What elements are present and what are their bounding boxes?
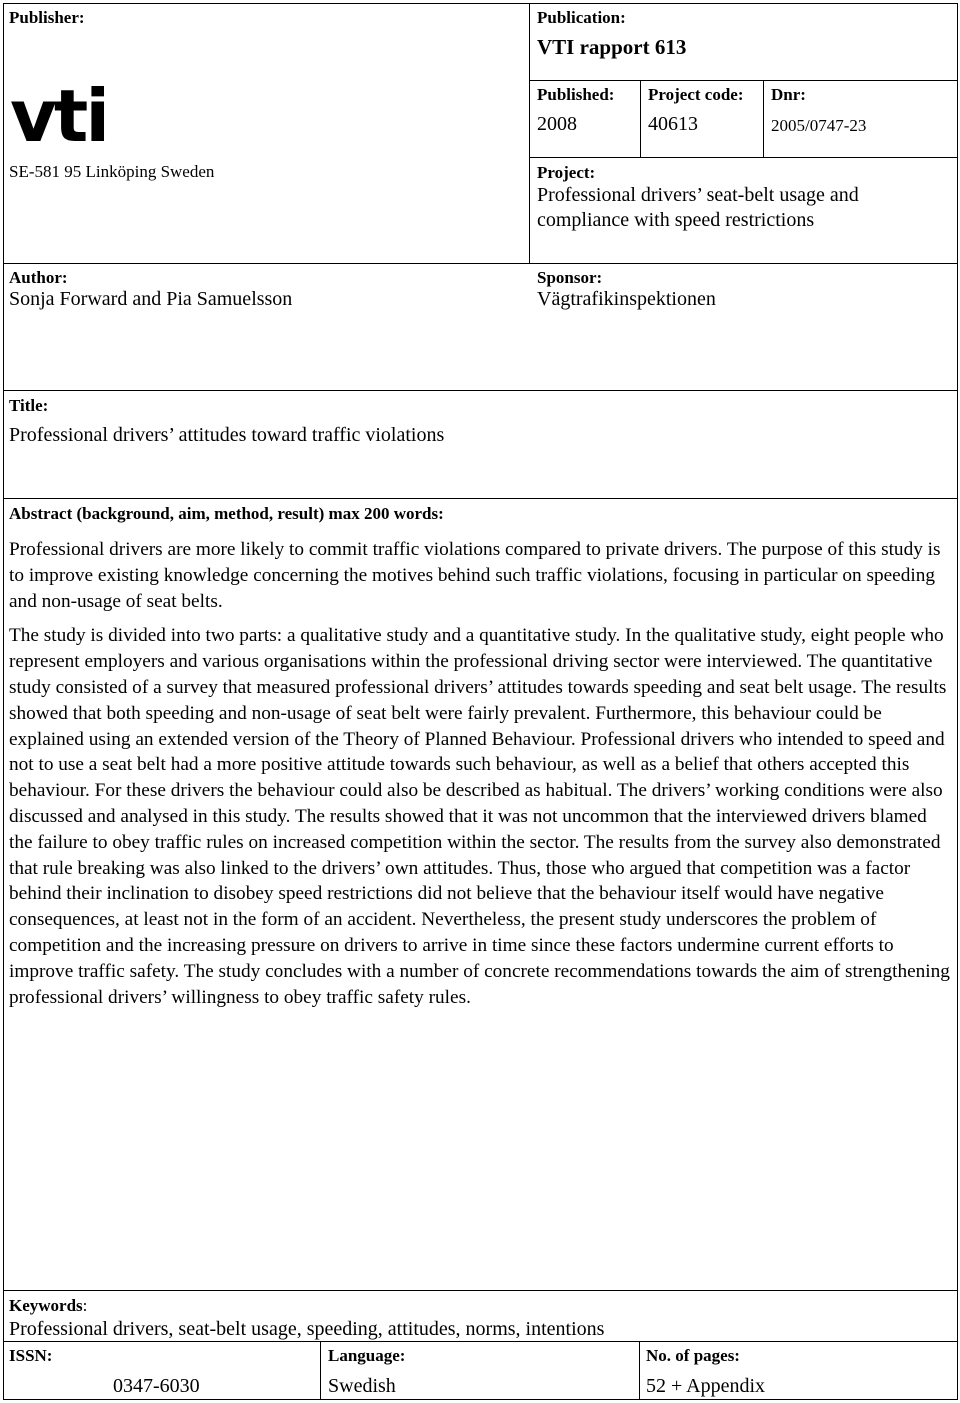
divider-publication bbox=[529, 80, 958, 81]
sponsor-value: Vägtrafikinspektionen bbox=[537, 288, 716, 310]
divider-title bbox=[3, 390, 958, 391]
keywords-label bbox=[9, 1296, 87, 1316]
abstract-label: Abstract (background, aim, method, result) max 200 words: bbox=[9, 504, 444, 523]
divider-issn bbox=[3, 1341, 958, 1342]
issn-label: ISSN: bbox=[9, 1346, 53, 1365]
title-label: Title: bbox=[9, 396, 49, 415]
divider-abstract bbox=[3, 498, 958, 499]
issn-value: 0347-6030 bbox=[113, 1375, 200, 1397]
keywords-label-colon: : bbox=[82, 1296, 88, 1315]
project-label: Project: bbox=[537, 163, 596, 182]
language-value: Swedish bbox=[328, 1375, 396, 1397]
divider-pages bbox=[639, 1341, 640, 1400]
sponsor-label: Sponsor: bbox=[537, 268, 603, 287]
publication-label: Publication: bbox=[537, 8, 626, 27]
divider-language bbox=[320, 1341, 321, 1400]
divider-vertical-top bbox=[529, 3, 530, 264]
abstract-paragraph-2: The study is divided into two parts: a qualitative study and a quantitative study. In the qualitative study, eight people who represent employers and various organisations within the professional driving sector were interviewed. The quantitative study consisted of a survey that measured professional drivers’ attitudes towards speeding and seat belt usage. The results showed that both speeding and non-usage of seat belt were fairly prevalent. Furthermore, this behaviour could be explained using an extended version of the Theory of Planned Behaviour. Professional drivers who intended to speed and not to use a seat belt had a more positive attitude towards such behaviour, as well as a belief that others accepted this behaviour. For these drivers the behaviour could also be described as habitual. The drivers’ working conditions were also discussed and analysed in this study. The results showed that it was not uncommon that the interviewed drivers blamed the failure to obey traffic rules on increased competition within the sector. The results from the survey also demonstrated that rule breaking was also linked to the drivers’ own attitudes. Thus, those who argued that competition was a factor behind their inclination to disobey speed restrictions did not believe that the behaviour itself would have negative consequences, at least not in the form of an accident. Nevertheless, the present study underscores the problem of competition and the increasing pressure on drivers to arrive in time since these factors undermine current efforts to improve traffic safety. The study concludes with a number of concrete recommendations towards the aim of strengthening professional drivers’ willingness to obey traffic safety rules. bbox=[9, 625, 950, 1008]
keywords-value: Professional drivers, seat-belt usage, speeding, attitudes, norms, intentions bbox=[9, 1318, 605, 1340]
pages-label: No. of pages: bbox=[646, 1346, 740, 1365]
dnr-label: Dnr: bbox=[771, 85, 806, 104]
published-label: Published: bbox=[537, 85, 615, 104]
publisher-address: SE-581 95 Linköping Sweden bbox=[9, 162, 215, 181]
abstract-paragraph-1: Professional drivers are more likely to commit traffic violations compared to private drivers. The purpose of this study is to improve existing knowledge concerning the motives behind such traffic violations, focusing in particular on speeding and non-usage of seat belts. bbox=[9, 539, 941, 612]
keywords-label-text: Keywords bbox=[9, 1296, 83, 1315]
project-code-label: Project code: bbox=[648, 85, 744, 104]
divider-published bbox=[640, 80, 641, 158]
divider-project-code bbox=[763, 80, 764, 158]
vti-logo: vti bbox=[10, 74, 108, 158]
divider-keywords bbox=[3, 1290, 958, 1291]
project-line-2: compliance with speed restrictions bbox=[537, 209, 815, 231]
published-value: 2008 bbox=[537, 113, 577, 135]
divider-author bbox=[3, 263, 958, 264]
author-value: Sonja Forward and Pia Samuelsson bbox=[9, 288, 293, 310]
dnr-value: 2005/0747-23 bbox=[771, 116, 867, 135]
abstract-body bbox=[9, 537, 953, 1019]
pages-value: 52 + Appendix bbox=[646, 1375, 766, 1397]
publication-value: VTI rapport 613 bbox=[537, 35, 687, 59]
divider-project bbox=[529, 157, 958, 158]
publisher-label: Publisher: bbox=[9, 8, 85, 27]
title-value: Professional drivers’ attitudes toward traffic violations bbox=[9, 424, 445, 446]
author-label: Author: bbox=[9, 268, 68, 287]
project-line-1: Professional drivers’ seat-belt usage and bbox=[537, 184, 859, 206]
project-code-value: 40613 bbox=[648, 113, 698, 135]
language-label: Language: bbox=[328, 1346, 406, 1365]
